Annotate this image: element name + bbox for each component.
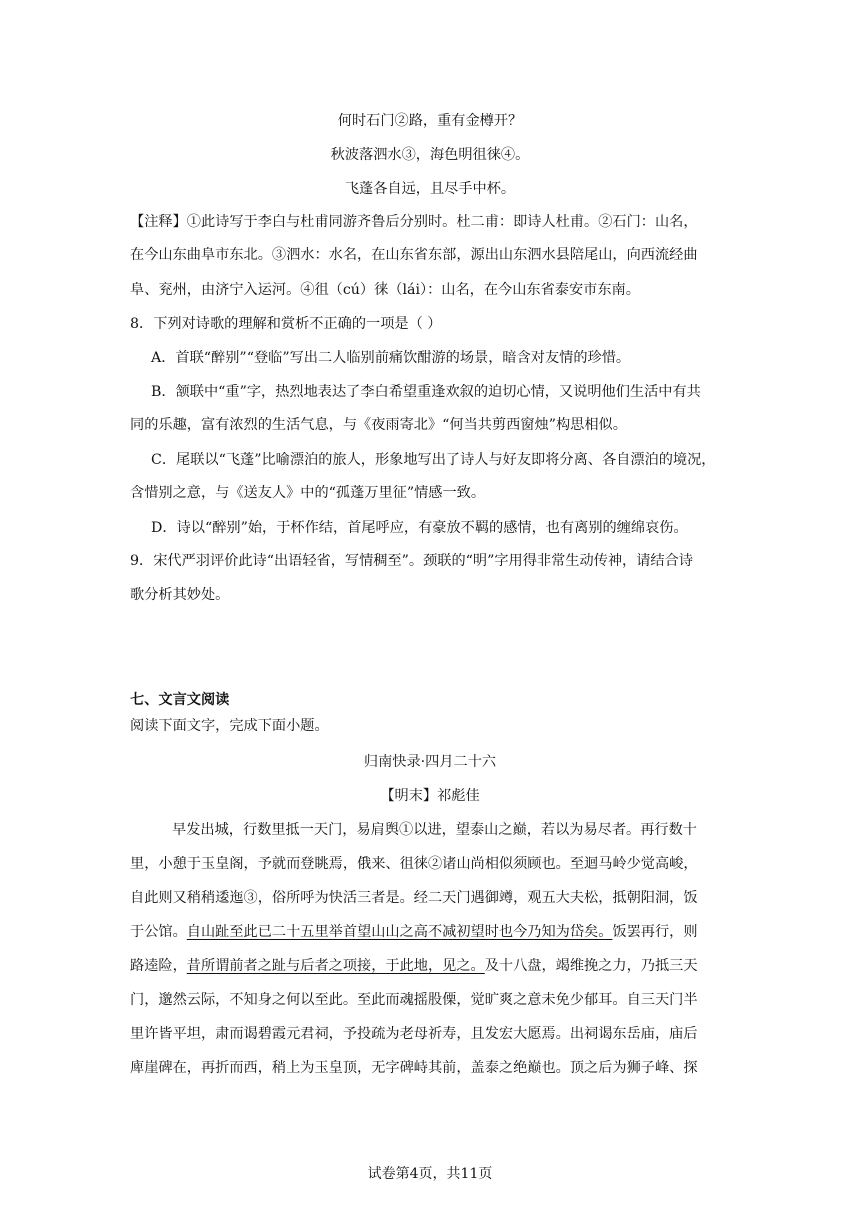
passage-text: 路逵险， <box>130 958 187 974</box>
passage-line-2: 里，小憩于玉皇阁，予就而登眺焉，俄来、徂徕②诸山尚相似须顾也。至迴马岭少觉高峻， <box>130 856 698 872</box>
passage-line-7: 里许皆平坦，肃而谒碧霞元君祠，予投疏为老母祈寿，且发宏大愿焉。出祠谒东岳庙，庙后 <box>130 1026 698 1042</box>
question-8-option-b-cont: 同的乐趣，富有浓烈的生活气息，与《夜雨寄北》“何当共剪西窗烛”构思相似。 <box>130 417 627 433</box>
page-footer: 试卷第4页，共11页 <box>367 1166 493 1182</box>
question-8-option-c-cont: 含惜别之意，与《送友人》中的“孤蓬万里征”情感一致。 <box>130 485 486 501</box>
passage-line-3: 自此则又稍稍逶迤③，俗所呼为快活三者是。经二天门遇御竴，观五大夫松，抵朝阳洞，饭 <box>130 890 698 906</box>
passage-line-6: 门，邈然云际，不知身之何以至此。至此而魂摇股傈，觉旷爽之意未免少郁耳。自三天门半 <box>130 992 698 1008</box>
poem-line-1: 何时石门②路，重有金樽开？ <box>337 113 523 129</box>
passage-text: 饭罢再行，则 <box>612 924 698 940</box>
passage-line-1: 早发出城，行数里抵一天门，易肩舆①以进，望泰山之巅，若以为易尽者。再行数十 <box>172 822 697 838</box>
question-9-line-1: 9．宋代严羽评价此诗“出语轻省，写情稠至”。颈联的“明”字用得非常生动传神，请结合诗 <box>130 553 693 569</box>
section-instruction: 阅读下面文字，完成下面小题。 <box>130 718 329 734</box>
notes-line-1: 【注释】①此诗写于李白与杜甫同游齐鲁后分别时。杜二甫：即诗人杜甫。②石门：山名， <box>130 214 698 230</box>
passage-text: 及十八盘，竭维挽之力，乃抵三天 <box>484 958 698 974</box>
passage-line-4 <box>130 922 698 942</box>
question-8-option-c: C．尾联以“飞蓬”比喻漂泊的旅人，形象地写出了诗人与好友即将分离、各自漂泊的境况， <box>151 452 716 468</box>
notes-line-2: 在今山东曲阜市东北。③泗水：水名，在山东省东部，源出山东泗水县陪尾山，向西流经曲 <box>130 247 698 263</box>
question-8-option-b: B．颔联中“重”字，热烈地表达了李白希望重逢欢叙的迫切心情，又说明他们生活中有共 <box>151 384 701 400</box>
question-8-option-a: A．首联“醉别”“登临”写出二人临别前痛饮酣游的场景，暗含对友情的珍惜。 <box>151 350 631 366</box>
underlined-sentence-1: 自山趾至此已二十五里举首望山山之高不减初望时也今乃知为岱矣。 <box>186 924 613 940</box>
question-8-stem: 8．下列对诗歌的理解和赏析不正确的一项是（ ） <box>130 316 442 332</box>
question-9-line-2: 歌分析其妙处。 <box>130 587 230 603</box>
poem-line-3: 飞蓬各自远，且尽手中杯。 <box>344 181 516 197</box>
poem-line-2: 秋波落泗水③，海色明徂徕④。 <box>330 147 530 163</box>
underlined-sentence-2: 昔所谓前者之趾与后者之项接，于此地，见之。 <box>186 958 485 974</box>
passage-author: 【明末】祁彪佳 <box>380 788 480 804</box>
passage-line-8: 庳崖碑在，再折而西，稍上为玉皇顶，无字碑峙其前，盖泰之绝巅也。顶之后为狮子峰、探 <box>130 1060 698 1076</box>
section-heading: 七、文言文阅读 <box>130 692 230 708</box>
notes-line-3: 阜、兖州，由济宁入运河。④徂（cú）徕（lái）：山名，在今山东省泰安市东南。 <box>130 282 640 298</box>
question-8-option-d: D．诗以“醉别”始，于杯作结，首尾呼应，有豪放不羁的感情，也有离别的缠绵哀伤。 <box>151 520 688 536</box>
passage-line-5 <box>130 956 698 976</box>
passage-title: 归南快录·四月二十六 <box>363 754 497 770</box>
passage-text: 于公馆。 <box>130 924 187 940</box>
